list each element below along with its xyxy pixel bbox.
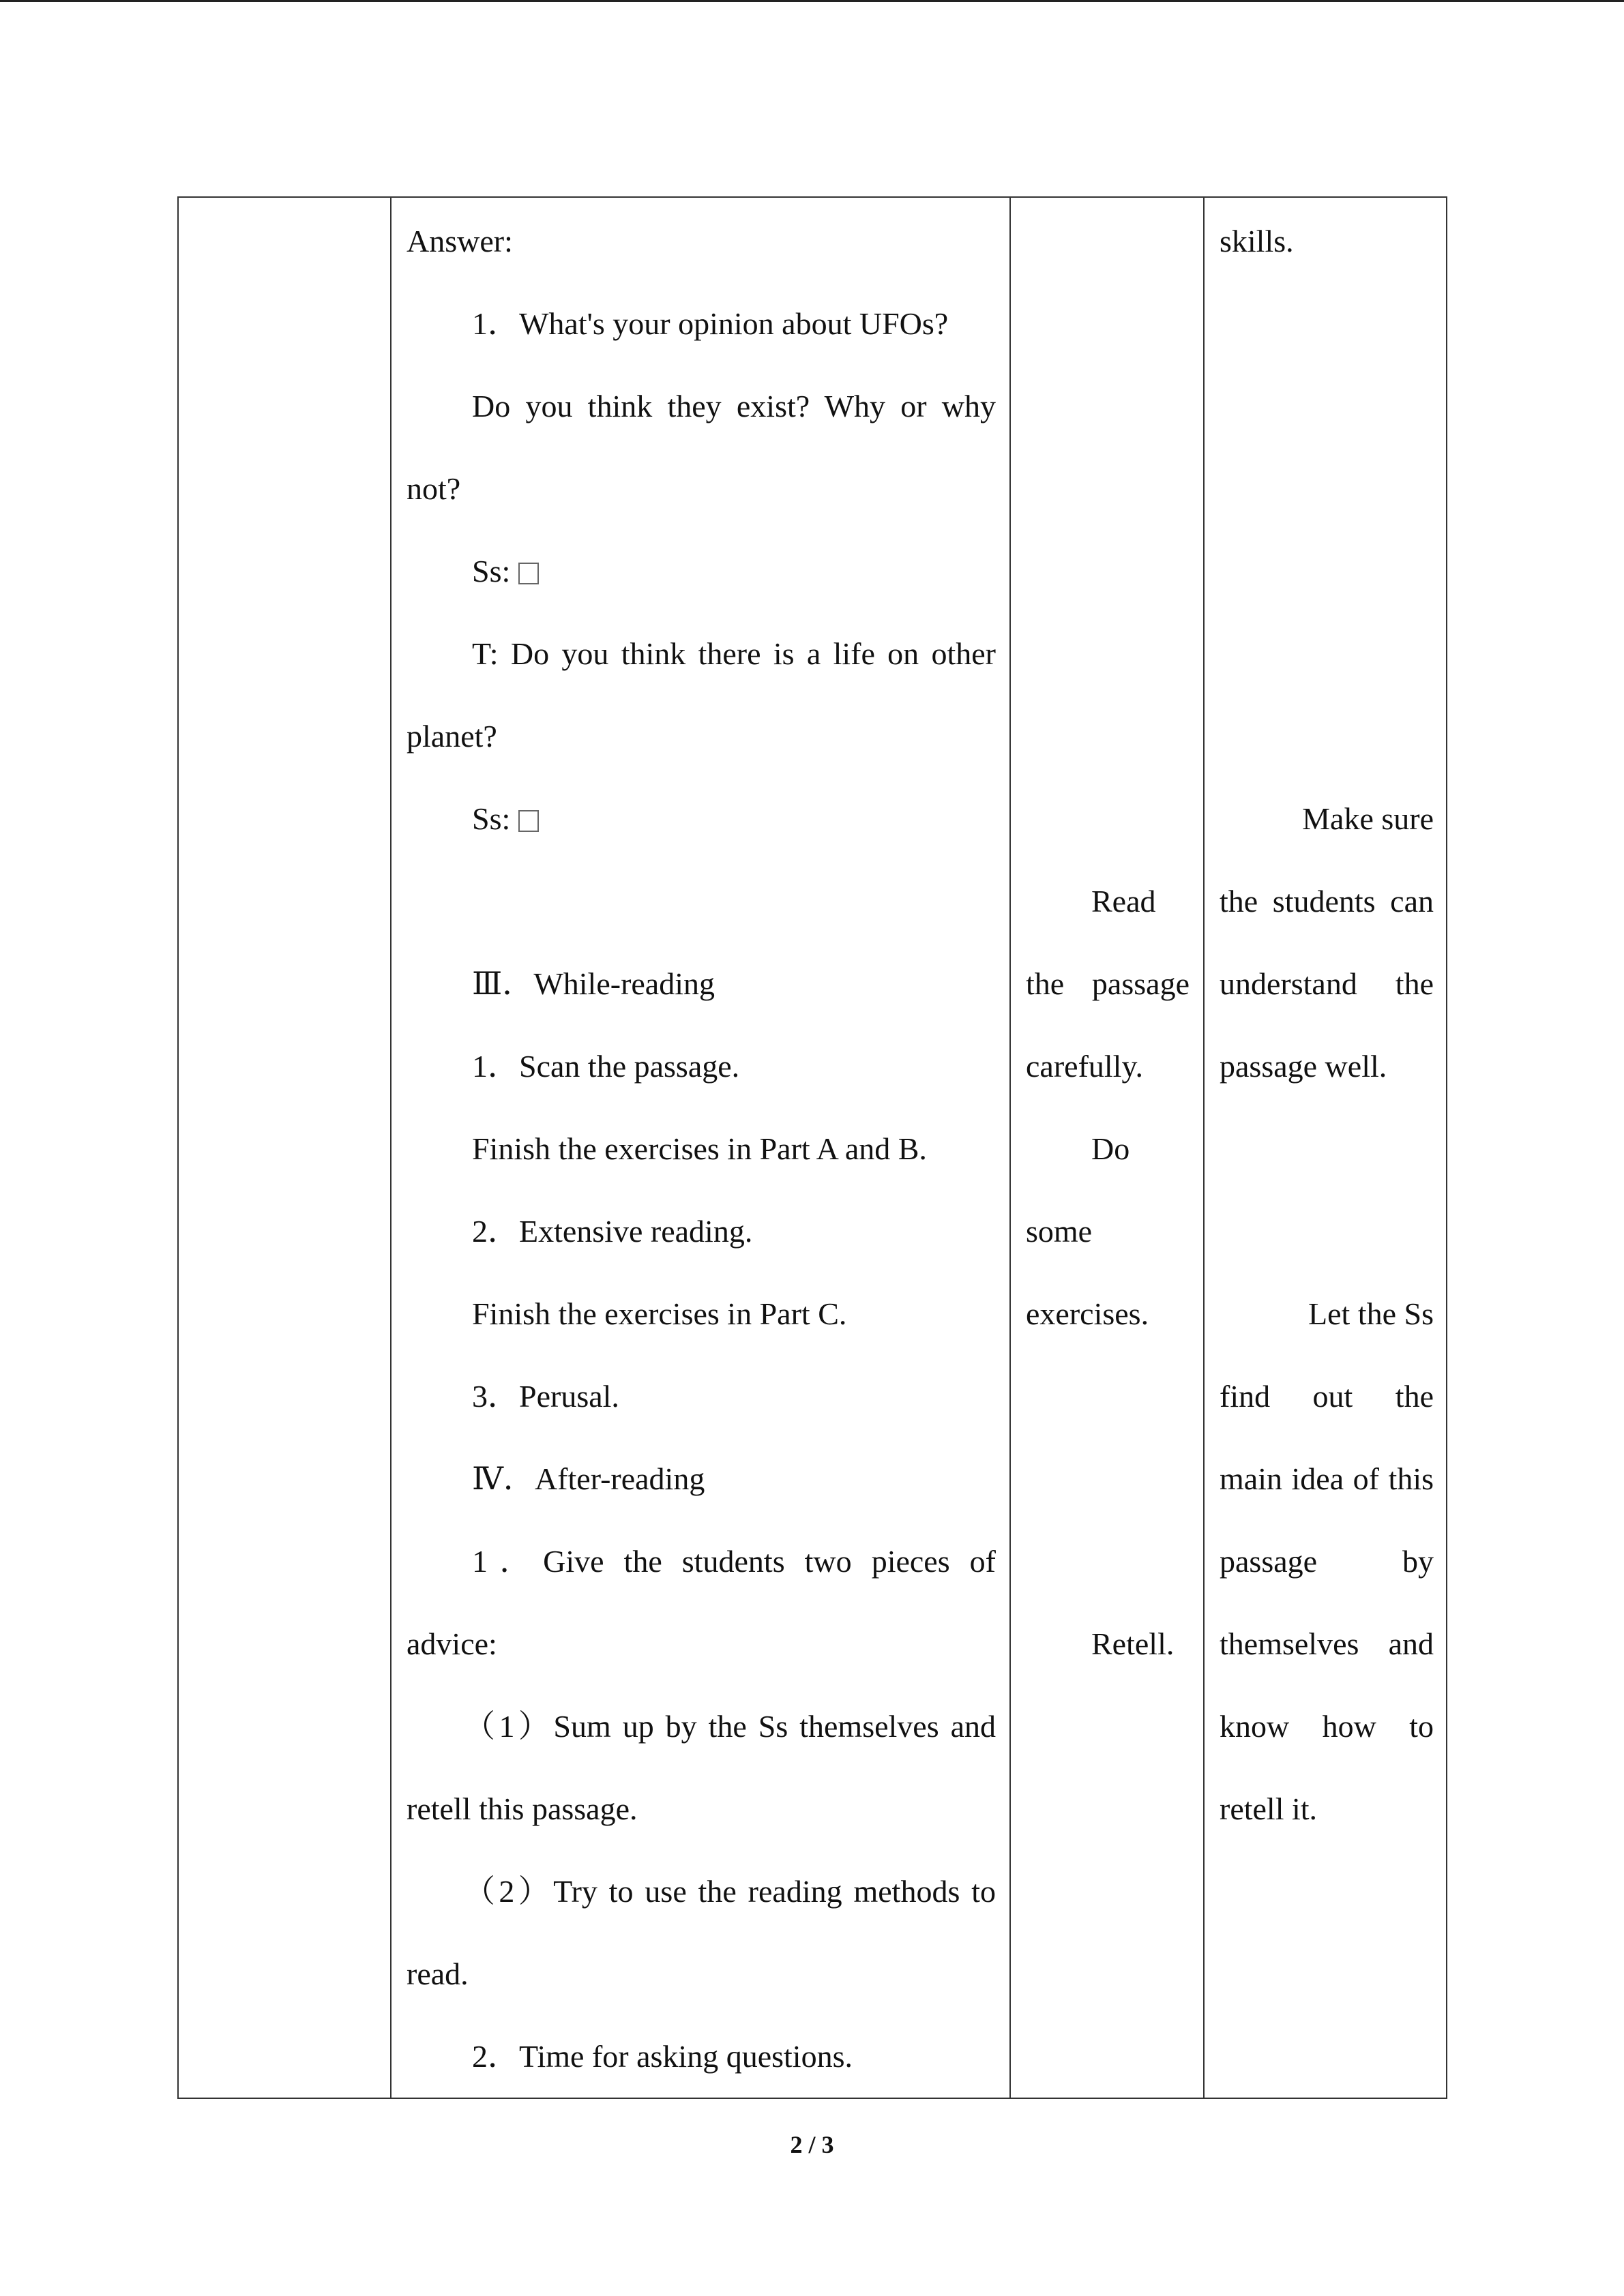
text-line: Finish the exercises in Part A and B.: [472, 1131, 927, 1166]
text-line: advice:: [407, 1626, 497, 1661]
text-line: [407, 799, 996, 839]
table-column-purpose: [1205, 198, 1449, 2098]
text-line: 1．Scan the passage.: [472, 1049, 740, 1084]
lesson-plan-table: [177, 196, 1447, 2099]
speaker-label: Ss:: [472, 801, 511, 836]
table-column-step: [179, 198, 390, 2098]
text-line: Read: [1091, 884, 1156, 919]
text-line: retell it.: [1220, 1791, 1318, 1826]
text-line: the students can: [1220, 884, 1434, 919]
text-line: 1．Give the students two pieces of: [472, 1544, 996, 1579]
text-line: themselves and: [1220, 1626, 1434, 1661]
text-line: Do you think they exist? Why or why: [472, 389, 996, 423]
text-line: 3．Perusal.: [472, 1379, 619, 1414]
text-line: 2．Extensive reading.: [472, 1214, 753, 1249]
speaker-label: Ss:: [472, 554, 511, 588]
text-line: 1．What's your opinion about UFOs?: [472, 306, 949, 341]
text-line: planet?: [407, 719, 497, 754]
text-line: passage well.: [1220, 1049, 1387, 1084]
section-heading: Ⅲ．While-reading: [472, 966, 715, 1001]
text-line: [407, 551, 996, 592]
table-column-student-activity: [1011, 198, 1205, 2098]
text-line: Make sure: [1302, 801, 1434, 836]
text-line: not?: [407, 471, 461, 506]
text-line: Retell.: [1091, 1626, 1175, 1661]
text-line: （2）Try to use the reading methods to: [464, 1874, 996, 1909]
text-line: Let the Ss: [1308, 1296, 1434, 1331]
text-line: 2．Time for asking questions.: [472, 2039, 853, 2074]
text-line: understand the: [1220, 966, 1434, 1001]
text-line: Do: [1091, 1131, 1130, 1166]
section-heading: Ⅳ．After-reading: [472, 1461, 705, 1496]
text-line: read.: [407, 1956, 469, 1991]
text-line: exercises.: [1026, 1296, 1149, 1331]
page-top-rule: [0, 0, 1624, 2]
page-number: 2 / 3: [790, 2131, 834, 2158]
blank-box-icon: [518, 563, 539, 584]
text-line: Finish the exercises in Part C.: [472, 1296, 847, 1331]
text-line: carefully.: [1026, 1049, 1143, 1084]
text-line: the passage: [1026, 966, 1190, 1001]
blank-box-icon: [518, 810, 539, 832]
text-line: know how to: [1220, 1709, 1434, 1744]
text-line: Answer:: [407, 224, 513, 258]
text-line: retell this passage.: [407, 1791, 638, 1826]
text-line: find out the: [1220, 1379, 1434, 1414]
text-line: T: Do you think there is a life on other: [472, 636, 996, 671]
text-line: skills.: [1220, 224, 1294, 258]
table-column-teaching-procedure: [392, 198, 1011, 2098]
text-line: passage by: [1220, 1544, 1434, 1579]
text-line: （1）Sum up by the Ss themselves and: [464, 1709, 996, 1744]
text-line: some: [1026, 1214, 1093, 1249]
text-line: main idea of this: [1220, 1461, 1434, 1496]
